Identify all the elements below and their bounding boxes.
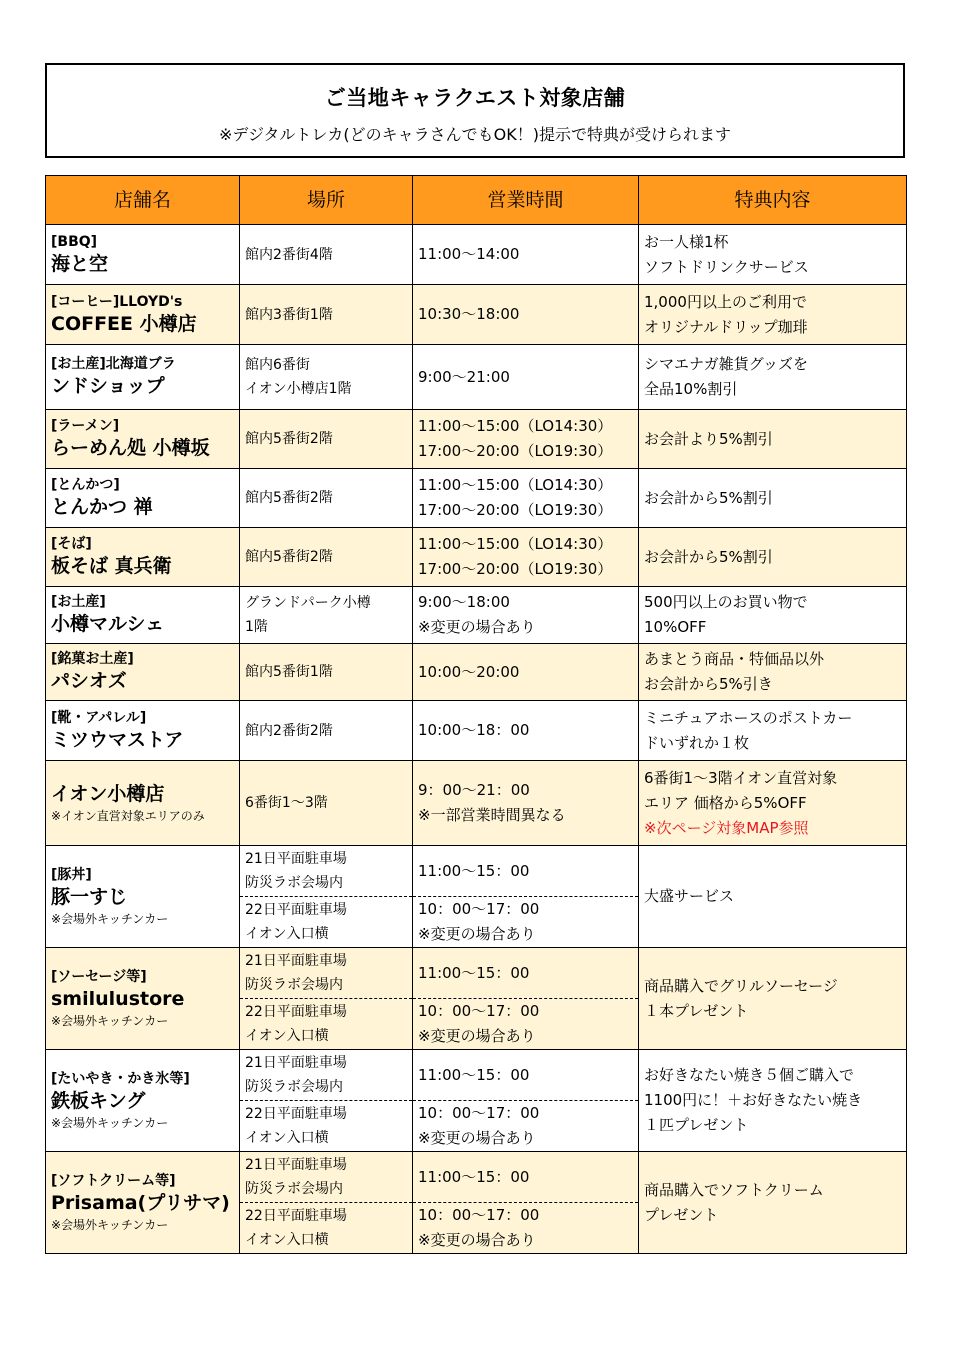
- benefit-line: ミニチュアホースのポストカー: [644, 708, 853, 727]
- store-category: [お土産]北海道ブラ: [51, 356, 176, 372]
- hours-cell: [413, 1152, 639, 1203]
- store-name-cell: [46, 1152, 240, 1254]
- benefit-line: プレゼント: [644, 1205, 719, 1224]
- store-category: [コーヒー]LLOYD's: [51, 293, 183, 310]
- location-line: 21日平面駐車場: [245, 1055, 347, 1071]
- table-row: [46, 345, 907, 410]
- table-row: [46, 1152, 907, 1203]
- hours-line: 11:00～15:00（LO14:30）: [418, 476, 613, 494]
- store-name-cell: [46, 644, 240, 701]
- hours-cell: [413, 345, 639, 410]
- benefit-line: 全品10%割引: [644, 380, 738, 398]
- store-category: [豚丼]: [51, 866, 92, 883]
- store-name: とんかつ 禅: [51, 496, 153, 518]
- store-note: ※イオン直営対象エリアのみ: [51, 809, 205, 823]
- location-line: 防災ラボ会場内: [245, 1079, 343, 1095]
- hours-line: 11:00～15：00: [418, 1167, 530, 1186]
- store-name-cell: [46, 948, 240, 1050]
- store-name: らーめん処 小樽坂: [51, 437, 210, 459]
- location-cell: [240, 644, 413, 701]
- store-category: [ソフトクリーム等]: [51, 1172, 176, 1189]
- store-name-cell: [46, 285, 240, 345]
- hours-line: 17:00～20:00（LO19:30）: [418, 442, 613, 460]
- hours-line: ※変更の場合あり: [418, 1231, 536, 1249]
- store-table: [45, 175, 907, 1254]
- location-cell: [240, 469, 413, 528]
- table-row: [46, 587, 907, 644]
- store-category: [そば]: [51, 536, 92, 552]
- store-name-cell: [46, 846, 240, 948]
- store-category: [靴・アパレル]: [51, 709, 147, 726]
- table-row: [46, 225, 907, 285]
- store-name: 小樽マルシェ: [51, 613, 165, 635]
- store-category: [たいやき・かき氷等]: [51, 1070, 190, 1087]
- benefit-line: １本プレゼント: [644, 1001, 749, 1020]
- location-cell: [240, 1101, 413, 1152]
- benefit-cell: [639, 225, 907, 285]
- store-category: [BBQ]: [51, 233, 98, 250]
- store-name: 海と空: [51, 252, 109, 275]
- store-name-cell: [46, 587, 240, 644]
- benefit-line: お会計から5%割引: [644, 547, 773, 566]
- title-box: [45, 63, 905, 158]
- hours-cell: [413, 469, 639, 528]
- hours-cell: [413, 948, 639, 999]
- hours-cell: [413, 225, 639, 285]
- location-line: 館内5番街2階: [245, 549, 333, 565]
- hours-line: 9:00～21:00: [418, 367, 510, 386]
- page-subtitle: ※デジタルトレカ(どのキャラさんでもOK！)提示で特典が受けられます: [218, 125, 732, 144]
- column-header: 特典内容: [639, 176, 907, 225]
- location-cell: [240, 225, 413, 285]
- hours-line: ※変更の場合あり: [418, 925, 536, 943]
- store-name: パシオズ: [51, 670, 127, 692]
- benefit-line: お一人様1杯: [644, 232, 729, 251]
- benefit-cell: [639, 846, 907, 948]
- store-name: ミツウマストア: [51, 728, 184, 751]
- location-line: 21日平面駐車場: [245, 1157, 347, 1173]
- location-cell: [240, 999, 413, 1050]
- benefit-cell: [639, 1050, 907, 1152]
- store-category: [ラーメン]: [51, 418, 120, 434]
- hours-line: 11:00～15:00（LO14:30）: [418, 535, 613, 553]
- table-row: [46, 644, 907, 701]
- table-row-aeon: [46, 761, 907, 846]
- store-name-cell: [46, 410, 240, 469]
- hours-line: ※一部営業時間異なる: [418, 806, 566, 824]
- hours-line: 10：00～17：00: [418, 1002, 540, 1020]
- location-line: 館内5番街2階: [245, 490, 333, 506]
- location-line: 館内5番街2階: [245, 431, 333, 447]
- table-row: [46, 701, 907, 761]
- hours-line: 10：00～17：00: [418, 1206, 540, 1224]
- location-line: 22日平面駐車場: [245, 902, 347, 918]
- hours-line: 17:00～20:00（LO19:30）: [418, 560, 613, 578]
- store-name-cell: [46, 528, 240, 587]
- benefit-line: 6番街1～3階イオン直営対象: [644, 768, 838, 787]
- hours-cell: [413, 285, 639, 345]
- location-line: イオン入口横: [245, 926, 329, 942]
- location-line: 21日平面駐車場: [245, 953, 347, 969]
- benefit-line: お会計から5%引き: [644, 675, 773, 693]
- location-cell: [240, 846, 413, 897]
- store-name: 鉄板キング: [51, 1089, 146, 1112]
- hours-cell: [413, 1101, 639, 1152]
- table-row: [46, 285, 907, 345]
- location-line: 防災ラボ会場内: [245, 1181, 343, 1197]
- store-name: COFFEE 小樽店: [51, 312, 197, 335]
- benefit-line: あまとう商品・特価品以外: [644, 650, 825, 668]
- hours-line: 10:00～18：00: [418, 721, 530, 739]
- hours-line: ※変更の場合あり: [418, 1027, 536, 1045]
- store-name: イオン小樽店: [51, 783, 165, 805]
- hours-line: 11:00～15：00: [418, 1065, 530, 1084]
- benefit-cell: [639, 410, 907, 469]
- benefit-line: 500円以上のお買い物で: [644, 593, 808, 611]
- location-line: 6番街1～3階: [245, 795, 328, 811]
- benefit-line: 10%OFF: [644, 618, 707, 636]
- benefit-cell: [639, 1152, 907, 1254]
- benefit-cell: [639, 528, 907, 587]
- store-category: [お土産]: [51, 594, 106, 610]
- hours-cell: [413, 999, 639, 1050]
- benefit-line: 商品購入でソフトクリーム: [644, 1180, 824, 1199]
- benefit-cell: [639, 345, 907, 410]
- store-note: ※会場外キッチンカー: [51, 1115, 169, 1130]
- hours-line: 10：00～17：00: [418, 1104, 540, 1122]
- page-title: ご当地キャラクエスト対象店舗: [324, 86, 626, 110]
- column-header: 場所: [240, 176, 413, 225]
- store-name: ンドショップ: [51, 375, 165, 397]
- location-cell: [240, 1203, 413, 1254]
- benefit-line: お会計より5%割引: [644, 429, 773, 448]
- location-cell: [240, 410, 413, 469]
- hours-line: ※変更の場合あり: [418, 1129, 536, 1147]
- benefit-line: オリジナルドリップ珈琲: [644, 317, 808, 336]
- hours-line: 17:00～20:00（LO19:30）: [418, 501, 613, 519]
- store-note: ※会場外キッチンカー: [51, 1217, 169, 1232]
- hours-cell: [413, 410, 639, 469]
- table-row: [46, 410, 907, 469]
- table-row: [46, 948, 907, 999]
- store-name: 豚一すじ: [51, 885, 128, 908]
- hours-line: 9:00～18:00: [418, 593, 510, 611]
- benefit-cell: [639, 285, 907, 345]
- location-cell: [240, 701, 413, 761]
- hours-line: 10:00～20:00: [418, 662, 520, 681]
- store-name: Prisama(プリサマ): [51, 1191, 230, 1214]
- store-name-cell: [46, 225, 240, 285]
- benefit-line: ドいずれか１枚: [644, 733, 750, 752]
- hours-line: 9：00～21：00: [418, 781, 530, 799]
- benefit-line: ソフトドリンクサービス: [644, 257, 809, 276]
- column-header: 店舗名: [46, 176, 240, 225]
- location-cell: [240, 1050, 413, 1101]
- benefit-cell: [639, 644, 907, 701]
- hours-line: 10：00～17：00: [418, 900, 540, 918]
- benefit-line: 大盛サービス: [644, 887, 735, 905]
- hours-line: 11:00～15：00: [418, 861, 530, 880]
- store-note: ※会場外キッチンカー: [51, 911, 169, 926]
- store-note: ※会場外キッチンカー: [51, 1013, 169, 1028]
- table-row: [46, 1050, 907, 1101]
- store-name-cell: [46, 1050, 240, 1152]
- location-line: イオン入口横: [245, 1232, 329, 1248]
- hours-cell: [413, 761, 639, 846]
- location-line: 22日平面駐車場: [245, 1208, 347, 1224]
- benefit-cell: [639, 701, 907, 761]
- hours-line: 10:30～18:00: [418, 305, 520, 323]
- benefit-cell: [639, 761, 907, 846]
- hours-cell: [413, 1203, 639, 1254]
- location-line: 館内6番街: [245, 357, 310, 373]
- store-category: [とんかつ]: [51, 477, 120, 493]
- hours-line: 11:00～15:00（LO14:30）: [418, 417, 613, 435]
- benefit-cell: [639, 587, 907, 644]
- hours-cell: [413, 897, 639, 948]
- table-header-row: [46, 176, 907, 225]
- store-category: [ソーセージ等]: [51, 968, 147, 985]
- location-line: 22日平面駐車場: [245, 1004, 347, 1020]
- benefit-cell: [639, 948, 907, 1050]
- location-cell: [240, 345, 413, 410]
- benefit-line: 1,000円以上のご利用で: [644, 292, 807, 311]
- store-name-cell: [46, 701, 240, 761]
- hours-line: 11:00～14:00: [418, 245, 520, 263]
- hours-cell: [413, 528, 639, 587]
- hours-cell: [413, 846, 639, 897]
- benefit-line: 商品購入でグリルソーセージ: [644, 976, 838, 995]
- location-line: 館内3番街1階: [245, 306, 333, 323]
- hours-line: ※変更の場合あり: [418, 618, 536, 636]
- location-line: イオン小樽店1階: [245, 381, 352, 397]
- store-name: smilulustore: [51, 987, 185, 1010]
- benefit-line: 1100円に！＋お好きなたい焼き: [644, 1091, 863, 1109]
- location-line: グランドパーク小樽: [245, 595, 371, 611]
- store-category: [銘菓お土産]: [51, 651, 134, 667]
- hours-cell: [413, 644, 639, 701]
- location-line: 館内2番街2階: [245, 722, 333, 739]
- benefit-line: １匹プレゼント: [644, 1116, 749, 1134]
- benefit-line: お会計から5%割引: [644, 488, 773, 507]
- location-cell: [240, 761, 413, 846]
- benefit-cell: [639, 469, 907, 528]
- column-header: 営業時間: [413, 176, 639, 225]
- location-cell: [240, 1152, 413, 1203]
- table-row: [46, 469, 907, 528]
- location-line: 防災ラボ会場内: [245, 977, 343, 993]
- location-cell: [240, 285, 413, 345]
- location-line: 22日平面駐車場: [245, 1106, 347, 1122]
- hours-line: 11:00～15：00: [418, 963, 530, 982]
- location-cell: [240, 587, 413, 644]
- location-line: 1階: [245, 619, 268, 635]
- location-cell: [240, 897, 413, 948]
- store-name: 板そば 真兵衛: [51, 555, 172, 577]
- benefit-line: エリア 価格から5%OFF: [644, 793, 807, 812]
- benefit-line: お好きなたい焼き５個ご購入で: [644, 1066, 855, 1084]
- hours-cell: [413, 1050, 639, 1101]
- location-line: 21日平面駐車場: [245, 851, 347, 867]
- location-line: 館内2番街4階: [245, 246, 333, 263]
- hours-cell: [413, 587, 639, 644]
- location-line: 館内5番街1階: [245, 664, 333, 680]
- location-cell: [240, 948, 413, 999]
- benefit-map-note: ※次ページ対象MAP参照: [644, 818, 809, 837]
- store-name-cell: [46, 469, 240, 528]
- location-line: 防災ラボ会場内: [245, 875, 343, 891]
- location-cell: [240, 528, 413, 587]
- table-row: [46, 846, 907, 897]
- location-line: イオン入口横: [245, 1130, 329, 1146]
- table-row: [46, 528, 907, 587]
- store-name-cell: [46, 761, 240, 846]
- location-line: イオン入口横: [245, 1028, 329, 1044]
- benefit-line: シマエナガ雑貨グッズを: [644, 355, 808, 373]
- hours-cell: [413, 701, 639, 761]
- store-name-cell: [46, 345, 240, 410]
